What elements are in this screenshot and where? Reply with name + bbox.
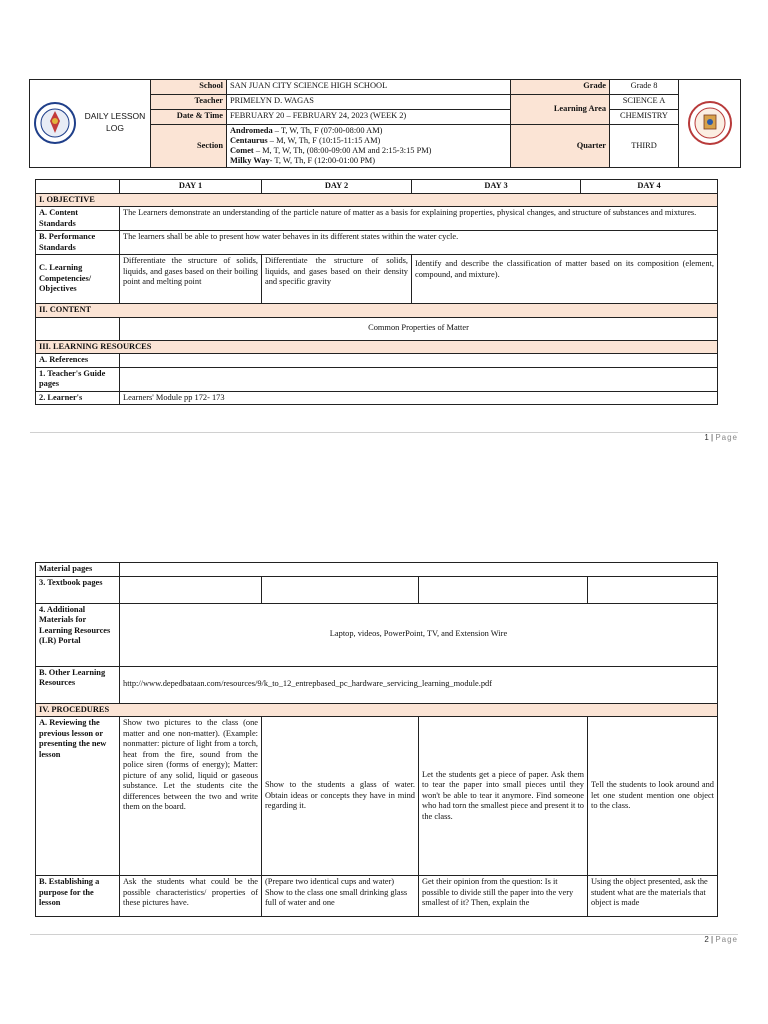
page-1-footer: 1 | Page <box>704 433 738 442</box>
review-day3: Let the students get a piece of paper. Ask them to tear the paper into small pieces until they won't be able to tear it anymore. Find someone who had torn the smallest piece and present it to the class. <box>419 717 588 876</box>
day1-header: DAY 1 <box>120 180 262 194</box>
row-label-purpose: B. Establishing a purpose for the lesson <box>36 876 120 917</box>
day4-header: DAY 4 <box>581 180 718 194</box>
section-heading-content: II. CONTENT <box>36 304 718 318</box>
school-value: SAN JUAN CITY SCIENCE HIGH SCHOOL <box>227 80 511 95</box>
date-value: FEBRUARY 20 – FEBRUARY 24, 2023 (WEEK 2) <box>227 110 511 125</box>
teacher-label: Teacher <box>151 95 227 110</box>
page-2-footer-rule <box>30 934 738 935</box>
section-heading-learning-resources: III. LEARNING RESOURCES <box>36 340 718 354</box>
competency-day1: Differentiate the structure of solids, liquids, and gases based on their boiling point and melting point <box>120 255 262 304</box>
lesson-table-page-2 <box>35 562 718 917</box>
teacher-value: PRIMELYN D. WAGAS <box>227 95 511 110</box>
row-label-teacher-guide: 1. Teacher's Guide pages <box>36 367 120 391</box>
page-2-label: Page <box>715 935 738 944</box>
date-label: Date & Time <box>151 110 227 125</box>
row-label-content-standards: A. Content Standards <box>36 207 120 231</box>
row-label-material-pages: Material pages <box>36 563 120 577</box>
purpose-day4: Using the object presented, ask the student what are the materials that object is made <box>588 876 718 917</box>
header-table <box>29 79 741 168</box>
school-label: School <box>151 80 227 95</box>
lesson-table-page-1 <box>35 179 718 405</box>
row-label-other-resources: B. Other Learning Resources <box>36 666 120 703</box>
section-comet: Comet – M, T, W, Th, (08:00-09:00 AM and 2:15-3:15 PM) <box>230 145 432 155</box>
section-milky-way: Milky Way- T, W, Th, F (12:00-01:00 PM) <box>230 155 376 165</box>
row-label-performance-standards: B. Performance Standards <box>36 231 120 255</box>
document-title: DAILY LESSON LOG <box>84 111 146 134</box>
row-label-textbook: 3. Textbook pages <box>36 576 120 603</box>
school-seal-icon <box>687 100 733 146</box>
row-label-reviewing: A. Reviewing the previous lesson or presenting the new lesson <box>36 717 120 876</box>
grade-label: Grade <box>511 80 610 95</box>
row-label-learner: 2. Learner's <box>36 391 120 405</box>
row-label-additional-materials: 4. Additional Materials for Learning Resources (LR) Portal <box>36 603 120 666</box>
grade-value: Grade 8 <box>610 80 679 95</box>
review-day2: Show to the students a glass of water. Obtain ideas or concepts they have in mind regarding it. <box>262 717 419 876</box>
learning-area-value-1: SCIENCE A <box>610 95 679 110</box>
page-1-number: 1 <box>704 433 709 442</box>
learning-area-value-2: CHEMISTRY <box>610 110 679 125</box>
section-label: Section <box>151 125 227 168</box>
page-2-footer: 2 | Page <box>704 935 738 944</box>
quarter-value: THIRD <box>610 125 679 168</box>
content-text: Common Properties of Matter <box>120 317 718 340</box>
review-day1: Show two pictures to the class (one matter and one non-matter). (Example: nonmatter: picture of light from a torch, heat from the fire, sound from the police siren (forms of energy); Matter: picture of any solid, liquid or gaseous substance. Let the students cite the differences between the two and write them on the board. <box>120 717 262 876</box>
other-resources-link[interactable]: http://www.depedbataan.com/resources/9/k_to_12_entrepbased_pc_hardware_servicing_learning_module.pdf <box>120 666 718 703</box>
section-heading-objective: I. OBJECTIVE <box>36 193 718 207</box>
section-list <box>227 125 511 168</box>
section-centaurus: Centaurus – M, W, Th, F (10:15-11:15 AM) <box>230 135 381 145</box>
learner-module-text: Learners' Module pp 172- 173 <box>120 391 718 405</box>
purpose-day3: Get their opinion from the question: Is it possible to divide still the paper into the very smallest of it? Then, explain the <box>419 876 588 917</box>
page-1-label: Page <box>715 433 738 442</box>
page-1-footer-rule <box>30 432 738 433</box>
competency-day2: Differentiate the structure of solids, liquids, and gases based on their density and specific gravity <box>262 255 412 304</box>
additional-materials-text: Laptop, videos, PowerPoint, TV, and Extension Wire <box>120 603 718 666</box>
purpose-day1: Ask the students what could be the possible characteristics/ properties of these pictures have. <box>120 876 262 917</box>
day2-header: DAY 2 <box>262 180 412 194</box>
review-day4: Tell the students to look around and let one student mention one object to the class. <box>588 717 718 876</box>
content-standards-text: The Learners demonstrate an understanding of the particle nature of matter as a basis for explaining properties, physical changes, and structure of substances and mixtures. <box>120 207 718 231</box>
competency-day3-4: Identify and describe the classification of matter based on its composition (element, compound, and mixture). <box>412 255 718 304</box>
quarter-label: Quarter <box>511 125 610 168</box>
learning-area-label: Learning Area <box>511 95 610 125</box>
section-heading-procedures: IV. PROCEDURES <box>36 703 718 717</box>
performance-standards-text: The learners shall be able to present how water behaves in its different states within the water cycle. <box>120 231 718 255</box>
purpose-day2: (Prepare two identical cups and water) Show to the class one small drinking glass full of water and one <box>262 876 419 917</box>
day3-header: DAY 3 <box>412 180 581 194</box>
row-label-competencies: C. Learning Competencies/ Objectives <box>36 255 120 304</box>
deped-seal-icon <box>33 101 77 145</box>
row-label-references: A. References <box>36 354 120 368</box>
section-andromeda: Andromeda – T, W, Th, F (07:00-08:00 AM) <box>230 126 383 135</box>
page-2-number: 2 <box>704 935 709 944</box>
